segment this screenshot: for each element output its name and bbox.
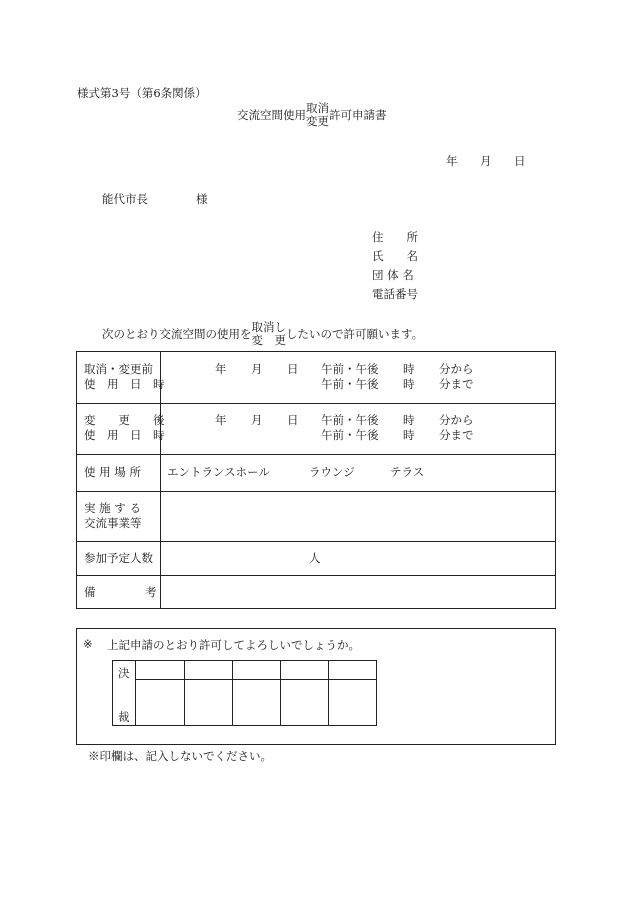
after-end-ampm: 午前・午後 (321, 428, 379, 442)
decision-grid-divider (135, 660, 136, 726)
page-title (237, 102, 387, 128)
event-label-line2: 交流事業等 (84, 516, 142, 530)
before-year-label: 年 (215, 362, 227, 376)
intro-option-change: 変 更 (251, 333, 286, 347)
table-row-divider (76, 491, 556, 492)
decision-grid-divider (328, 660, 329, 726)
date-year-label: 年 (446, 154, 458, 168)
approval-question: 上記申請のとおり許可してよろしいでしょうか。 (107, 638, 360, 652)
before-day-label: 日 (287, 362, 299, 376)
place-option-terrace[interactable]: テラス (390, 465, 425, 479)
after-month-label: 月 (251, 413, 263, 427)
intro-suffix: したいので許可願います。 (286, 327, 424, 341)
before-start-ampm: 午前・午後 (321, 362, 379, 376)
title-option-change: 変更 (306, 114, 329, 128)
before-end-ampm: 午前・午後 (321, 377, 379, 391)
applicant-address-label: 住 所 (372, 230, 418, 244)
before-end-hour: 時 (403, 377, 415, 391)
before-month-label: 月 (251, 362, 263, 376)
after-end-hour: 時 (403, 428, 415, 442)
before-label-line1: 取消・変更前 (84, 362, 153, 376)
intro-option-cancel: 取消し (251, 320, 286, 334)
after-start-hour: 時 (403, 413, 415, 427)
addressee-name: 能代市長 (102, 192, 148, 206)
decision-grid-divider (184, 660, 185, 726)
table-row-divider (76, 541, 556, 542)
place-label: 使 用 場 所 (84, 465, 141, 479)
before-end-minute: 分まで (439, 377, 474, 391)
table-row-divider (76, 575, 556, 576)
decision-label-second: 裁 (118, 710, 130, 724)
place-option-entrance-hall[interactable]: エントランスホール (167, 465, 270, 479)
intro-options (252, 321, 287, 347)
addressee-honorific: 様 (196, 192, 208, 206)
intro-prefix: 次のとおり交流空間の使用を (102, 327, 252, 341)
event-label-line1: 実 施 す る (84, 501, 141, 515)
before-start-hour: 時 (403, 362, 415, 376)
footnote: ※印欄は、記入しないでください。 (88, 749, 272, 763)
approval-asterisk: ※ (83, 637, 93, 651)
decision-grid-divider (232, 660, 233, 726)
form-number: 様式第3号（第6条関係） (77, 86, 207, 100)
date-day-label: 日 (514, 154, 526, 168)
applicant-name-label: 氏 名 (372, 249, 418, 263)
before-label-line2: 使 用 日 時 (84, 377, 165, 391)
decision-grid-divider (135, 679, 377, 680)
title-option-cancel: 取消 (306, 101, 329, 115)
date-month-label: 月 (480, 154, 492, 168)
title-prefix: 交流空間使用 (237, 108, 306, 122)
after-year-label: 年 (215, 413, 227, 427)
place-option-lounge[interactable]: ラウンジ (309, 465, 355, 479)
decision-grid-border (112, 660, 377, 726)
applicant-group-label: 団 体 名 (372, 268, 414, 282)
table-row-divider (76, 454, 556, 455)
remarks-label-first: 備 (84, 585, 96, 599)
intro-sentence (102, 321, 423, 347)
remarks-label-second: 考 (145, 585, 157, 599)
before-start-minute: 分から (439, 362, 474, 376)
after-day-label: 日 (287, 413, 299, 427)
after-end-minute: 分まで (439, 428, 474, 442)
decision-label-first: 決 (118, 666, 130, 680)
after-label-line1: 変 更 後 (84, 413, 165, 427)
applicant-phone-label: 電話番号 (372, 287, 418, 301)
attendance-label: 参加予定人数 (84, 551, 153, 565)
event-input-area[interactable] (162, 493, 554, 540)
attendance-unit: 人 (309, 551, 321, 565)
after-start-minute: 分から (439, 413, 474, 427)
after-label-line2: 使 用 日 時 (84, 428, 165, 442)
title-options (306, 102, 329, 128)
after-start-ampm: 午前・午後 (321, 413, 379, 427)
title-suffix: 許可申請書 (329, 108, 387, 122)
table-row-divider (76, 403, 556, 404)
remarks-input-area[interactable] (162, 577, 554, 608)
decision-grid-divider (280, 660, 281, 726)
